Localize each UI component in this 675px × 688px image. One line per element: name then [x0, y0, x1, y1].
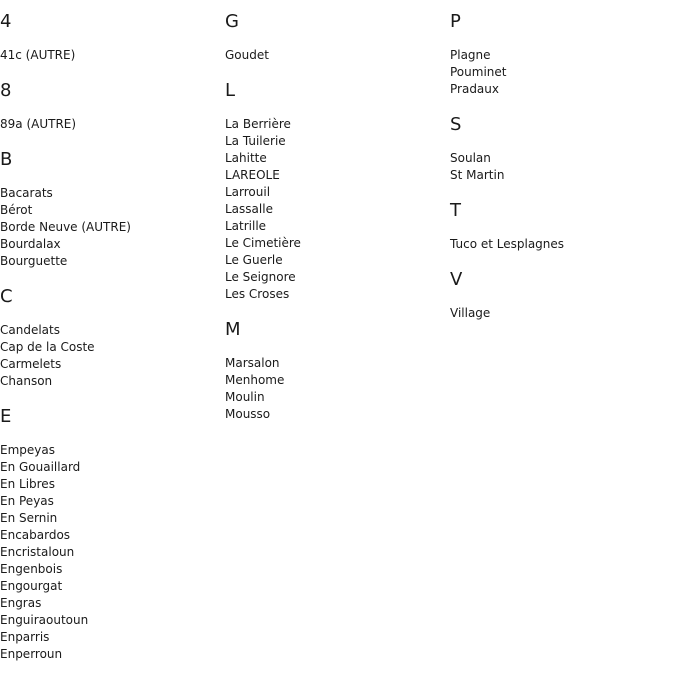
place-item-encabardos[interactable]: Encabardos [0, 528, 71, 542]
place-item-la-tuilerie[interactable]: La Tuilerie [225, 134, 286, 148]
place-item-borde-neuve-autre[interactable]: Borde Neuve (AUTRE) [0, 220, 131, 234]
place-list [225, 47, 445, 64]
letter-heading: G [225, 11, 239, 32]
place-item-lareole[interactable]: LAREOLE [225, 168, 280, 182]
place-item-carmelets[interactable]: Carmelets [0, 357, 62, 371]
place-list [225, 355, 445, 423]
place-item-tuco-et-lesplagnes[interactable]: Tuco et Lesplagnes [450, 237, 565, 251]
place-item-cap-de-la-coste[interactable]: Cap de la Coste [0, 340, 95, 354]
place-item-le-seignore[interactable]: Le Seignore [225, 270, 296, 284]
letter-group-g [225, 11, 445, 64]
letter-heading: 8 [0, 80, 12, 101]
index-column-2 [225, 0, 445, 439]
place-item-enperroun[interactable]: Enperroun [0, 647, 63, 661]
place-item-bacarats[interactable]: Bacarats [0, 186, 53, 200]
place-item-encristaloun[interactable]: Encristaloun [0, 545, 75, 559]
letter-group-4 [0, 11, 220, 64]
place-item-candelats[interactable]: Candelats [0, 323, 60, 337]
place-item-mousso[interactable]: Mousso [225, 407, 271, 421]
place-item-le-guerle[interactable]: Le Guerle [225, 253, 283, 267]
place-item-menhome[interactable]: Menhome [225, 373, 285, 387]
place-list [450, 305, 670, 322]
place-item-lassalle[interactable]: Lassalle [225, 202, 273, 216]
index-column-3 [450, 0, 670, 338]
place-item-village[interactable]: Village [450, 306, 491, 320]
place-item-berot[interactable]: Bérot [0, 203, 33, 217]
place-item-en-peyas[interactable]: En Peyas [0, 494, 54, 508]
place-list [0, 47, 220, 64]
place-item-41c-autre[interactable]: 41c (AUTRE) [0, 48, 76, 62]
letter-group-c [0, 286, 220, 390]
place-item-engenbois[interactable]: Engenbois [0, 562, 63, 576]
place-list [0, 442, 220, 663]
place-item-89a-autre[interactable]: 89a (AUTRE) [0, 117, 77, 131]
letter-heading: L [225, 80, 236, 101]
letter-group-l [225, 80, 445, 303]
letter-heading: V [450, 269, 463, 290]
place-item-engras[interactable]: Engras [0, 596, 42, 610]
letter-heading: M [225, 319, 241, 340]
place-list [450, 236, 670, 253]
letter-heading: B [0, 149, 13, 170]
place-item-les-croses[interactable]: Les Croses [225, 287, 290, 301]
letter-group-s [450, 114, 670, 184]
place-item-en-libres[interactable]: En Libres [0, 477, 55, 491]
place-list [0, 185, 220, 270]
letter-group-b [0, 149, 220, 270]
place-item-larrouil[interactable]: Larrouil [225, 185, 271, 199]
letter-group-m [225, 319, 445, 423]
place-list [225, 116, 445, 303]
place-item-plagne[interactable]: Plagne [450, 48, 491, 62]
letter-heading: 4 [0, 11, 12, 32]
letter-group-8 [0, 80, 220, 133]
letter-heading: E [0, 406, 12, 427]
place-item-goudet[interactable]: Goudet [225, 48, 269, 62]
place-item-st-martin[interactable]: St Martin [450, 168, 505, 182]
place-item-en-sernin[interactable]: En Sernin [0, 511, 58, 525]
place-item-engourgat[interactable]: Engourgat [0, 579, 63, 593]
place-item-bourdalax[interactable]: Bourdalax [0, 237, 61, 251]
letter-heading: P [450, 11, 461, 32]
letter-heading: S [450, 114, 462, 135]
letter-heading: T [450, 200, 461, 221]
place-list [450, 47, 670, 98]
place-list [450, 150, 670, 184]
place-item-bourguette[interactable]: Bourguette [0, 254, 68, 268]
place-list [0, 322, 220, 390]
place-item-moulin[interactable]: Moulin [225, 390, 265, 404]
letter-heading: C [0, 286, 13, 307]
place-item-enguiraoutoun[interactable]: Enguiraoutoun [0, 613, 89, 627]
place-item-lahitte[interactable]: Lahitte [225, 151, 267, 165]
place-item-enparris[interactable]: Enparris [0, 630, 50, 644]
letter-group-v [450, 269, 670, 322]
place-item-pradaux[interactable]: Pradaux [450, 82, 499, 96]
place-item-empeyas[interactable]: Empeyas [0, 443, 55, 457]
place-item-marsalon[interactable]: Marsalon [225, 356, 280, 370]
letter-group-e [0, 406, 220, 663]
place-item-la-berriere[interactable]: La Berrière [225, 117, 291, 131]
place-item-le-cimetiere[interactable]: Le Cimetière [225, 236, 301, 250]
letter-group-p [450, 11, 670, 98]
place-list [0, 116, 220, 133]
index-column-1 [0, 0, 220, 679]
place-item-latrille[interactable]: Latrille [225, 219, 267, 233]
place-item-soulan[interactable]: Soulan [450, 151, 491, 165]
place-item-chanson[interactable]: Chanson [0, 374, 53, 388]
place-item-pouminet[interactable]: Pouminet [450, 65, 507, 79]
place-item-en-gouaillard[interactable]: En Gouaillard [0, 460, 81, 474]
letter-group-t [450, 200, 670, 253]
